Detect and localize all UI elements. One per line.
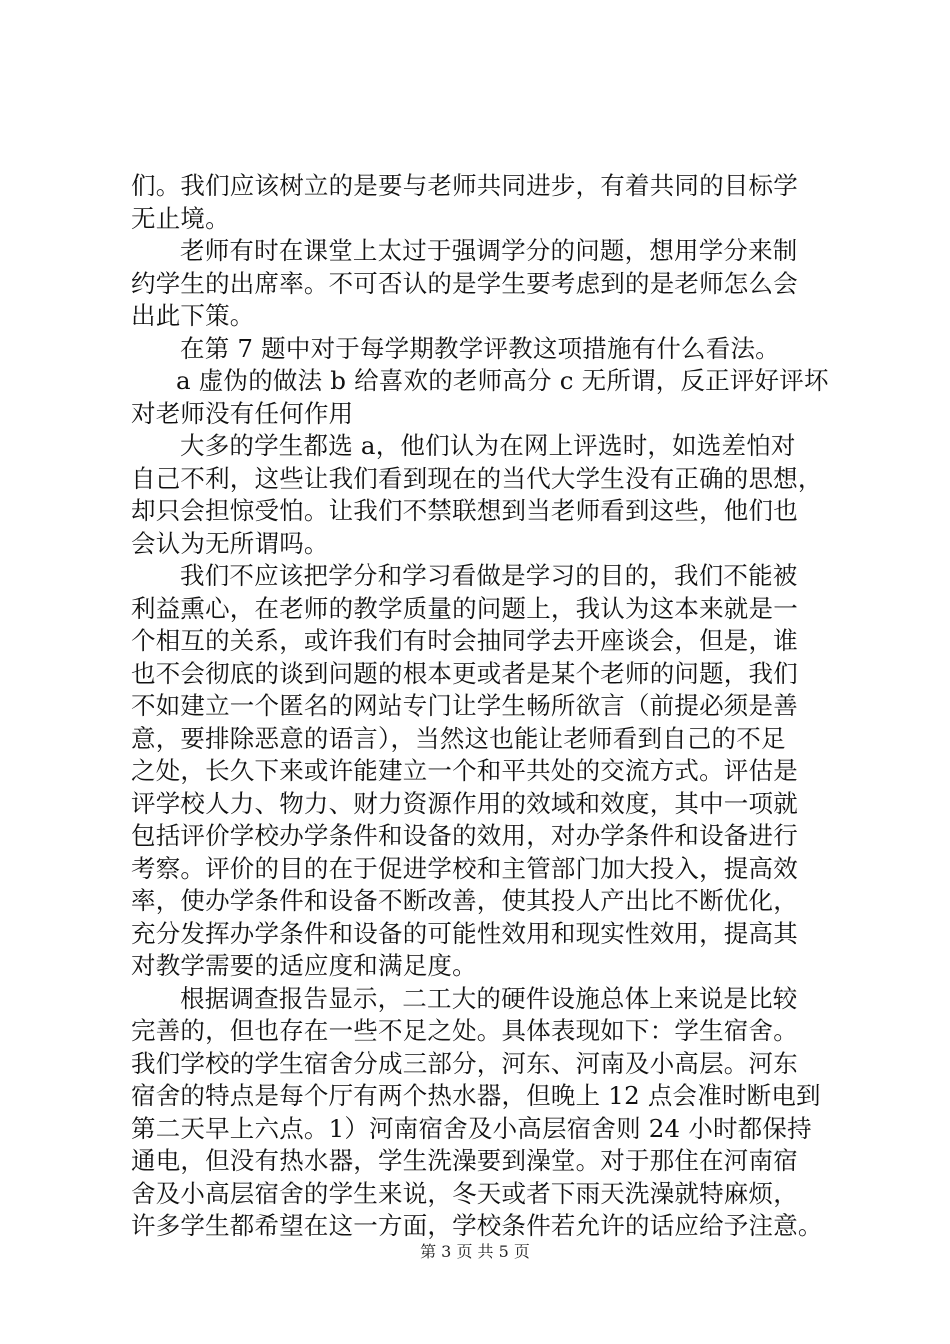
text-line: 根据调查报告显示，二工大的硬件设施总体上来说是比较 — [180, 983, 798, 1013]
text-line: 包括评价学校办学条件和设备的效用，对办学条件和设备进行 — [131, 821, 798, 850]
text-line: 不如建立一个匿名的网站专门让学生畅所欲言（前提必须是善 — [131, 691, 798, 720]
text-line: 第二天早上六点。1）河南宿舍及小高层宿舍则 24 小时都保持 — [131, 1113, 812, 1143]
text-line: 利益熏心，在老师的教学质量的问题上，我认为这本来就是一 — [131, 593, 798, 623]
text-line: 个相互的关系，或许我们有时会抽同学去开座谈会，但是，谁 — [131, 626, 798, 655]
text-line: 意，要排除恶意的语言），当然这也能让老师看到自己的不足 — [131, 723, 786, 753]
text-line: 评学校人力、物力、财力资源作用的效域和效度，其中一项就 — [131, 788, 798, 818]
text-line: 宿舍的特点是每个厅有两个热水器，但晚上 12 点会准时断电到 — [131, 1081, 821, 1110]
text-line: 充分发挥办学条件和设备的可能性效用和现实性效用，提高其 — [131, 918, 798, 948]
text-line: 许多学生都希望在这一方面，学校条件若允许的话应给予注意。 — [131, 1211, 823, 1240]
text-line: 对老师没有任何作用 — [131, 398, 354, 428]
text-line: 无止境。 — [131, 203, 230, 233]
text-line: 出此下策。 — [131, 301, 255, 330]
text-line: 大多的学生都选 a，他们认为在网上评选时，如选差怕对 — [180, 431, 796, 460]
text-line: 也不会彻底的谈到问题的根本更或者是某个老师的问题，我们 — [131, 658, 798, 688]
document-body — [131, 170, 831, 1243]
text-line: a 虚伪的做法 b 给喜欢的老师高分 c 无所谓，反正评好评坏 — [176, 366, 829, 395]
text-line: 舍及小高层宿舍的学生来说，冬天或者下雨天洗澡就特麻烦， — [131, 1178, 798, 1208]
text-line: 对教学需要的适应度和满足度。 — [131, 951, 477, 980]
text-line: 却只会担惊受怕。让我们不禁联想到当老师看到这些，他们也 — [131, 496, 798, 525]
text-line: 率，使办学条件和设备不断改善，使其投人产出比不断优化， — [131, 886, 798, 915]
page-number-footer: 第 3 页 共 5 页 — [420, 1242, 530, 1261]
text-line: 我们学校的学生宿舍分成三部分，河东、河南及小高层。河东 — [131, 1048, 798, 1078]
text-line: 老师有时在课堂上太过于强调学分的问题，想用学分来制 — [180, 236, 798, 265]
text-line: 通电，但没有热水器，学生洗澡要到澡堂。对于那住在河南宿 — [131, 1146, 798, 1175]
text-line: 考察。评价的目的在于促进学校和主管部门加大投入，提高效 — [131, 853, 798, 883]
text-line: 在第 7 题中对于每学期教学评教这项措施有什么看法。 — [180, 333, 780, 363]
text-line: 自己不利，这些让我们看到现在的当代大学生没有正确的思想， — [131, 463, 823, 493]
text-line: 约学生的出席率。不可否认的是学生要考虑到的是老师怎么会 — [131, 268, 798, 298]
text-line: 之处，长久下来或许能建立一个和平共处的交流方式。评估是 — [131, 756, 798, 785]
text-line: 完善的，但也存在一些不足之处。具体表现如下：学生宿舍。 — [131, 1016, 798, 1045]
text-line: 们。我们应该树立的是要与老师共同进步，有着共同的目标学 — [131, 171, 798, 200]
text-line: 我们不应该把学分和学习看做是学习的目的，我们不能被 — [180, 561, 798, 590]
text-line: 会认为无所谓吗。 — [131, 528, 329, 558]
